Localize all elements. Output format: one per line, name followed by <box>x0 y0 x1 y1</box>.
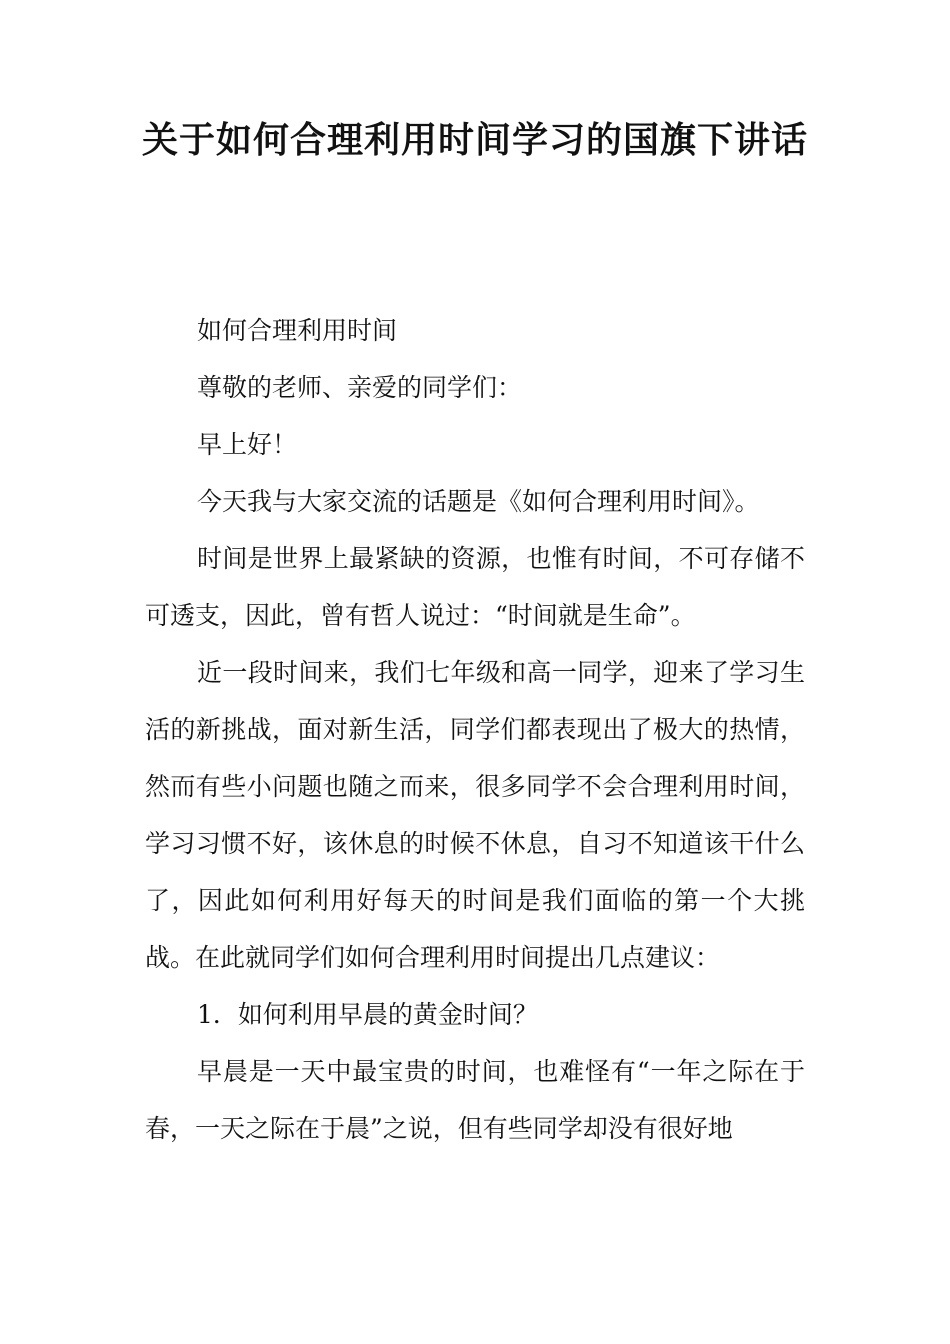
salutation: 尊敬的老师、亲爱的同学们： <box>197 373 523 402</box>
section-heading-morning: 1．如何利用早晨的黄金时间？ <box>197 1000 538 1029</box>
morning-paragraph: 早晨是一天中最宝贵的时间，也难怪有“一年之际在于春，一天之际在于晨”之说，但有些同学却没有很好地 <box>145 1057 805 1143</box>
time-resource-paragraph: 时间是世界上最紧缺的资源，也惟有时间，不可存储不可透支，因此，曾有哲人说过：“时间就是生命”。 <box>145 544 805 630</box>
speech-heading: 如何合理利用时间 <box>197 316 398 345</box>
topic-paragraph: 今天我与大家交流的话题是《如何合理利用时间》。 <box>197 487 760 516</box>
document-body <box>145 302 805 1157</box>
document-title: 关于如何合理利用时间学习的国旗下讲话 <box>141 120 808 161</box>
greeting: 早上好！ <box>197 430 298 459</box>
challenge-paragraph: 近一段时间来，我们七年级和高一同学，迎来了学习生活的新挑战，面对新生活，同学们都表现出了极大的热情，然而有些小问题也随之而来，很多同学不会合理利用时间，学习习惯不好，该休息的时候不休息，自习不知道该干什么了，因此如何利用好每天的时间是我们面临的第一个大挑战。在此就同学们如何合理利用时间提出几点建议： <box>145 658 805 972</box>
